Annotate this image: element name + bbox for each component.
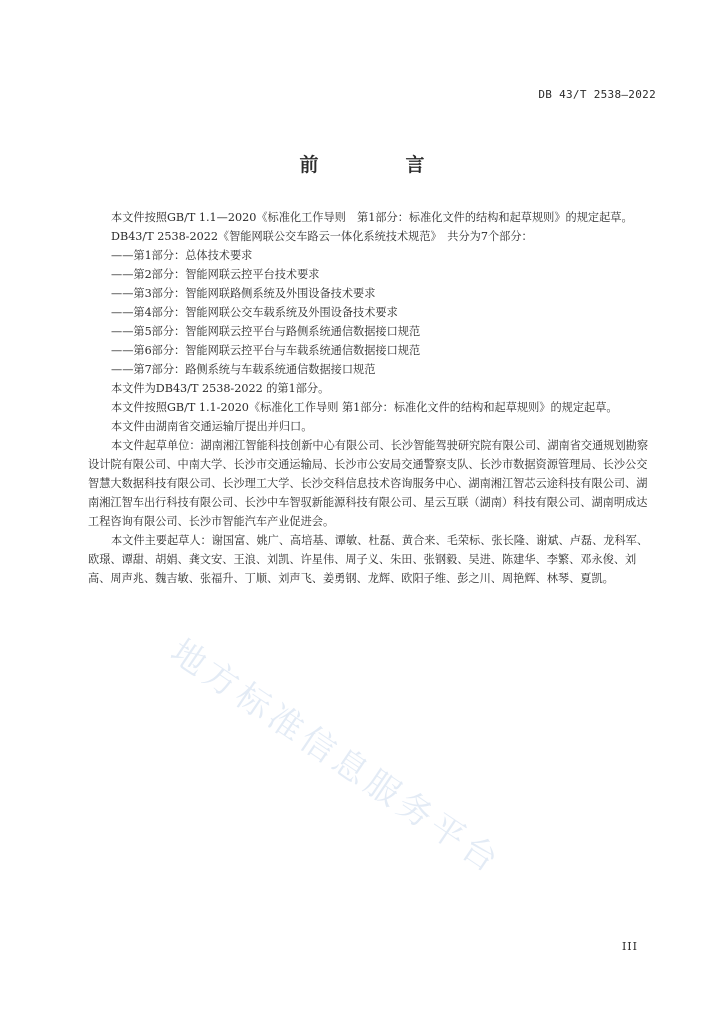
paragraph-series-intro: DB43/T 2538-2022《智能网联公交车路云一体化系统技术规范》 共分为7个部分： bbox=[111, 230, 533, 243]
paragraph-part-statement: 本文件为DB43/T 2538-2022 的第1部分。 bbox=[111, 382, 330, 395]
paragraph-drafters: 本文件主要起草人：谢国富、姚广、高培基、谭敏、杜磊、黄合来、毛荣标、张长隆、谢斌、卢磊、龙科军、欧璟、谭甜、胡娟、龚文安、王浪、刘凯、许星伟、周子义、朱田、张钢毅、吴进、陈建华、李繁、邓永俊、刘高、周声兆、魏吉敏、张福升、丁顺、刘声飞、姜勇钢、龙辉、欧阳子维、彭之川、周艳辉、林琴、夏凯。 bbox=[88, 534, 649, 585]
paragraph-drafting-rule-repeat: 本文件按照GB/T 1.1-2020《标准化工作导则 第1部分：标准化文件的结构和起草规则》的规定起草。 bbox=[111, 401, 618, 414]
list-item-part6: ——第6部分：智能网联云控平台与车载系统通信数据接口规范 bbox=[111, 344, 421, 357]
list-item-part3: ——第3部分：智能网联路侧系统及外围设备技术要求 bbox=[111, 287, 376, 300]
list-item-part4: ——第4部分：智能网联公交车载系统及外围设备技术要求 bbox=[111, 306, 398, 319]
page-number: III bbox=[621, 940, 638, 953]
document-code-header: DB 43/T 2538—2022 bbox=[538, 88, 656, 101]
list-item-part2: ——第2部分：智能网联云控平台技术要求 bbox=[111, 268, 320, 281]
watermark: 地方标准信息服务平台 bbox=[163, 631, 509, 883]
list-item-part1: ——第1部分：总体技术要求 bbox=[111, 249, 253, 262]
list-item-part5: ——第5部分：智能网联云控平台与路侧系统通信数据接口规范 bbox=[111, 325, 421, 338]
paragraph-proposer: 本文件由湖南省交通运输厅提出并归口。 bbox=[111, 420, 313, 433]
paragraph-drafting-units: 本文件起草单位：湖南湘江智能科技创新中心有限公司、长沙智能驾驶研究院有限公司、湖南省交通规划勘察设计院有限公司、中南大学、长沙市交通运输局、长沙市公安局交通警察支队、长沙市数据资源管理局、长沙公交智慧大数据科技有限公司、长沙理工大学、长沙交科信息技术咨询服务中心、湖南湘江智芯云途科技有限公司、湖南湘江智车出行科技有限公司、长沙中车智驭新能源科技有限公司、星云互联（湖南）科技有限公司、湖南明成达工程咨询有限公司、长沙市智能汽车产业促进会。 bbox=[88, 439, 649, 528]
paragraph-drafting-rule: 本文件按照GB/T 1.1—2020《标准化工作导则 第1部分：标准化文件的结构和起草规则》的规定起草。 bbox=[111, 211, 633, 224]
list-item-part7: ——第7部分：路侧系统与车载系统通信数据接口规范 bbox=[111, 363, 376, 376]
document-body bbox=[88, 208, 658, 588]
page-title: 前 言 bbox=[299, 154, 459, 176]
